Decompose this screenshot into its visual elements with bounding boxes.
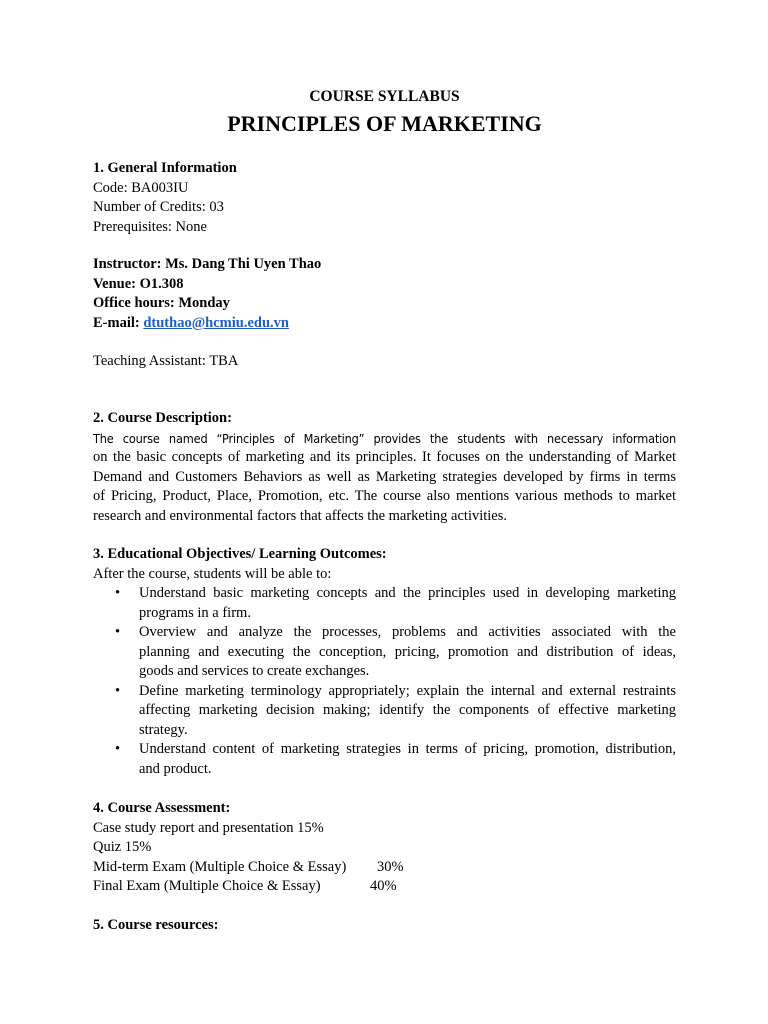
assessment-item [93, 838, 676, 858]
objectives-heading: 3. Educational Objectives/ Learning Outcomes: [93, 546, 387, 562]
objectives-list [93, 584, 676, 779]
document-title: PRINCIPLES OF MARKETING [227, 111, 542, 136]
assessment-item [93, 819, 676, 839]
assessment-heading: 4. Course Assessment: [93, 800, 231, 816]
objectives-section [93, 545, 676, 779]
email-line [93, 314, 676, 334]
course-description-heading: 2. Course Description: [93, 410, 232, 426]
description-line-4: of Pricing, Product, Place, Promotion, etc. The course also mentions various methods to market [93, 488, 676, 504]
number-of-credits: Number of Credits: 03 [93, 199, 224, 215]
assessment-item [93, 877, 676, 897]
objective-3-line-3: strategy. [139, 721, 188, 738]
assessment-weight: 30% [377, 858, 404, 875]
general-information-section [93, 159, 676, 237]
resources-section [93, 916, 676, 936]
bullet-icon: • [115, 585, 121, 601]
assessment-label: Final Exam (Multiple Choice & Essay) [93, 878, 321, 894]
objectives-intro: After the course, students will be able to: [93, 565, 332, 582]
bullet-icon: • [115, 741, 121, 757]
assessment-label: Case study report and presentation 15% [93, 819, 324, 836]
list-item [93, 623, 676, 682]
list-item [93, 584, 676, 623]
list-item [93, 682, 676, 741]
teaching-assistant: Teaching Assistant: TBA [93, 353, 239, 369]
course-description-section [93, 409, 676, 526]
assessment-label: Quiz 15% [93, 839, 152, 855]
list-item [93, 740, 676, 779]
assessment-item [93, 858, 676, 878]
teaching-assistant-section [93, 352, 676, 372]
description-line-1: The course named “Principles of Marketing” provides the students with necessary information [93, 430, 676, 446]
description-line-2: on the basic concepts of marketing and its principles. It focuses on the understanding of Market [93, 449, 676, 465]
general-information-heading: 1. General Information [93, 160, 237, 176]
instructor-section [93, 255, 676, 333]
objective-3-line-1: Define marketing terminology appropriately; explain the internal and external restraints [139, 682, 676, 699]
assessment-label: Mid-term Exam (Multiple Choice & Essay) [93, 858, 347, 875]
resources-heading: 5. Course resources: [93, 917, 219, 933]
instructor-name: Instructor: Ms. Dang Thi Uyen Thao [93, 256, 322, 272]
description-line-3: Demand and Customers Behaviors as well as Marketing strategies developed by firms in terms [93, 468, 676, 485]
email-label: E-mail: [93, 314, 140, 331]
objective-4-line-1: Understand content of marketing strategies in terms of pricing, promotion, distribution, [139, 741, 676, 757]
bullet-icon: • [115, 682, 121, 699]
objective-2-line-2: planning and executing the conception, pricing, promotion and distribution of ideas, [139, 643, 676, 660]
bullet-icon: • [115, 624, 121, 640]
assessment-weight: 40% [370, 878, 397, 894]
document-subtitle: COURSE SYLLABUS [309, 88, 460, 105]
email-link[interactable]: dtuthao@hcmiu.edu.vn [143, 314, 289, 331]
assessment-section [93, 799, 676, 897]
course-code: Code: BA003IU [93, 179, 189, 196]
objective-1-line-2: programs in a firm. [139, 604, 251, 621]
objective-2-line-1: Overview and analyze the processes, problems and activities associated with the [139, 624, 676, 640]
objective-4-line-2: and product. [139, 760, 212, 777]
objective-3-line-2: affecting marketing decision making; identify the components of effective marketing [139, 702, 676, 718]
description-line-5: research and environmental factors that affects the marketing activities. [93, 507, 508, 524]
office-hours: Office hours: Monday [93, 295, 230, 311]
prerequisites: Prerequisites: None [93, 218, 207, 235]
objective-1-line-1: Understand basic marketing concepts and the principles used in developing marketing [139, 585, 676, 601]
objective-2-line-3: goods and services to create exchanges. [139, 663, 370, 679]
venue: Venue: O1.308 [93, 275, 184, 292]
